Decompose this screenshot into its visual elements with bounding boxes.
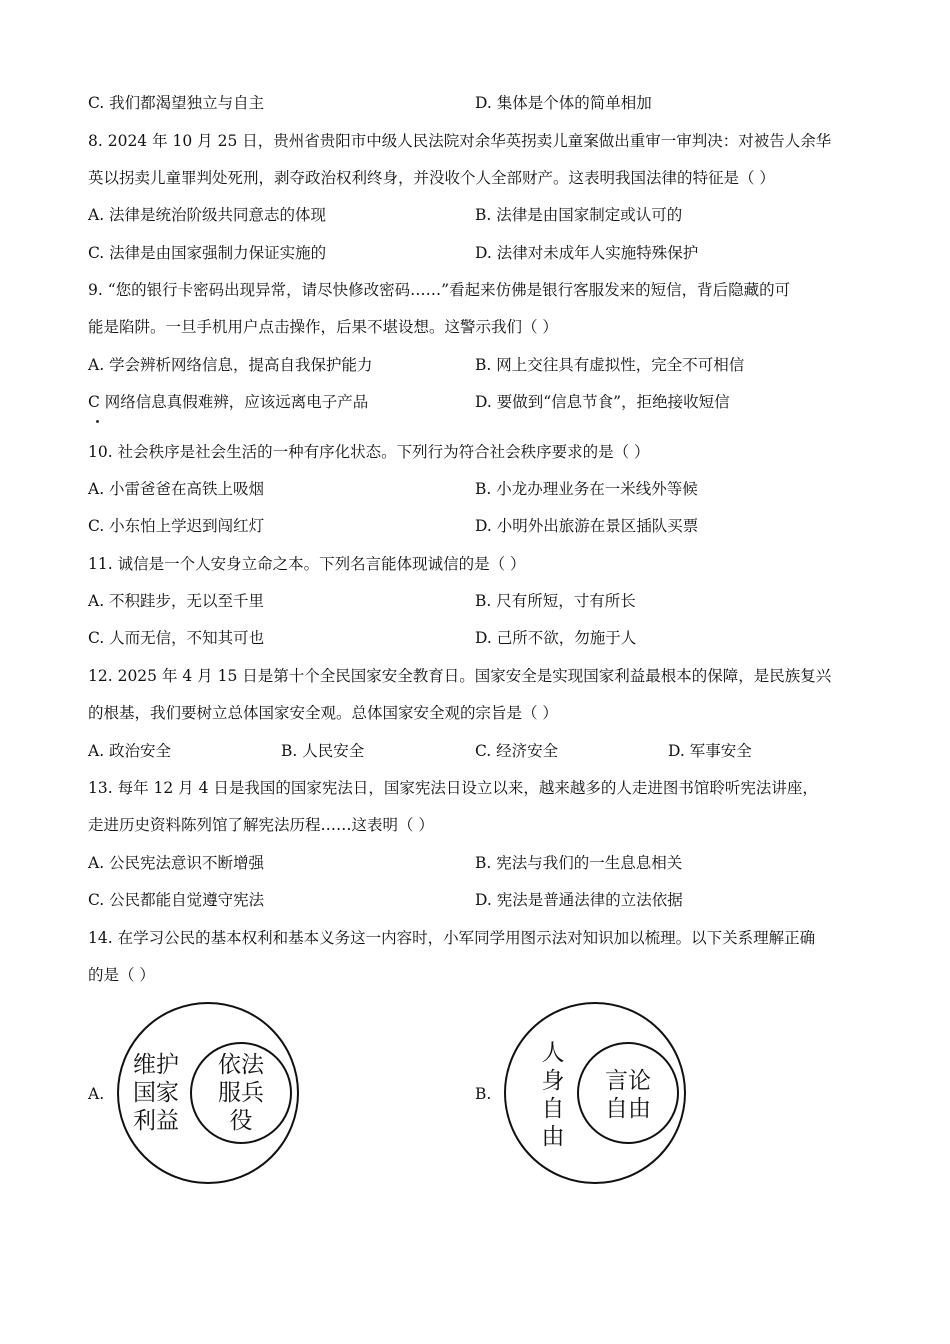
q14-option-a-label: A. (88, 1085, 105, 1103)
q8-option-b: B. 法律是由国家制定或认可的 (475, 206, 683, 224)
q14-option-a-diagram (116, 1000, 306, 1194)
inner-label-line1: 依法 (218, 1052, 264, 1078)
q14-option-b-diagram (503, 1000, 693, 1194)
stray-dot-mark (96, 420, 99, 423)
q10-option-b: B. 小龙办理业务在一米线外等候 (475, 480, 698, 498)
q14-stem-line2: 的是（ ） (88, 966, 155, 984)
q11-option-d: D. 己所不欲，勿施于人 (475, 629, 637, 647)
inner-label-line1: 言论 (605, 1068, 651, 1094)
q10-option-a: A. 小雷爸爸在高铁上吸烟 (88, 480, 265, 498)
outer-circle (505, 1003, 685, 1183)
q13-stem-line2: 走进历史资料陈列馆了解宪法历程……这表明（ ） (88, 816, 434, 834)
outer-label-line3: 利益 (133, 1108, 179, 1134)
q11-option-c: C. 人而无信，不知其可也 (88, 629, 265, 647)
q14-option-b-label: B. (475, 1085, 492, 1103)
outer-label-line2: 国家 (133, 1080, 179, 1106)
inner-label-line3: 役 (229, 1108, 253, 1134)
q12-stem-line1: 12. 2025 年 4 月 15 日是第十个全民国家安全教育日。国家安全是实现国家利益最根本的保障，是民族复兴 (88, 667, 832, 685)
inner-label-line2: 自由 (605, 1096, 651, 1122)
q13-option-c: C. 公民都能自觉遵守宪法 (88, 891, 265, 909)
q11-option-b: B. 尺有所短，寸有所长 (475, 592, 636, 610)
outer-label-line1: 人 (541, 1040, 565, 1066)
inner-label-line2: 服兵 (218, 1080, 264, 1106)
q12-option-c: C. 经济安全 (475, 742, 559, 760)
q12-option-d: D. 军事安全 (668, 742, 752, 760)
q10-option-d: D. 小明外出旅游在景区插队买票 (475, 517, 699, 535)
q12-stem-line2: 的根基，我们要树立总体国家安全观。总体国家安全观的宗旨是（ ） (88, 704, 558, 722)
q9-option-b: B. 网上交往具有虚拟性，完全不可相信 (475, 356, 745, 374)
q9-option-d: D. 要做到“信息节食”，拒绝接收短信 (475, 393, 730, 411)
q7-option-d: D. 集体是个体的简单相加 (475, 94, 652, 112)
q9-stem-line1: 9. “您的银行卡密码出现异常，请尽快修改密码……”看起来仿佛是银行客服发来的短信，背后隐藏的可 (88, 281, 791, 299)
q13-stem-line1: 13. 每年 12 月 4 日是我国的国家宪法日，国家宪法日设立以来，越来越多的人走进图书馆聆听宪法讲座， (88, 779, 818, 797)
q8-stem-line1: 8. 2024 年 10 月 25 日，贵州省贵阳市中级人民法院对余华英拐卖儿童案做出重审一审判决：对被告人余华 (88, 132, 832, 150)
q13-option-d: D. 宪法是普通法律的立法依据 (475, 891, 683, 909)
q9-option-a: A. 学会辨析网络信息，提高自我保护能力 (88, 356, 373, 374)
q7-option-c: C. 我们都渴望独立与自主 (88, 94, 265, 112)
q11-stem: 11. 诚信是一个人安身立命之本。下列名言能体现诚信的是（ ） (88, 555, 526, 573)
q9-stem-line2: 能是陷阱。一旦手机用户点击操作，后果不堪设想。这警示我们（ ） (88, 318, 558, 336)
q9-option-c: C 网络信息真假难辨，应该远离电子产品 (88, 393, 369, 411)
q11-option-a: A. 不积跬步，无以至千里 (88, 592, 265, 610)
q8-option-a: A. 法律是统治阶级共同意志的体现 (88, 206, 327, 224)
q8-stem-line2: 英以拐卖儿童罪判处死刑，剥夺政治权利终身，并没收个人全部财产。这表明我国法律的特征是（ ） (88, 169, 775, 187)
q14-stem-line1: 14. 在学习公民的基本权利和基本义务这一内容时，小军同学用图示法对知识加以梳理。以下关系理解正确 (88, 929, 816, 947)
q12-option-b: B. 人民安全 (281, 742, 365, 760)
q8-option-d: D. 法律对未成年人实施特殊保护 (475, 244, 699, 262)
q13-option-a: A. 公民宪法意识不断增强 (88, 854, 265, 872)
outer-label-line3: 自 (541, 1096, 565, 1122)
q12-option-a: A. 政治安全 (88, 742, 172, 760)
outer-label-line2: 身 (541, 1068, 565, 1094)
q10-stem: 10. 社会秩序是社会生活的一种有序化状态。下列行为符合社会秩序要求的是（ ） (88, 443, 650, 461)
q10-option-c: C. 小东怕上学迟到闯红灯 (88, 517, 265, 535)
q13-option-b: B. 宪法与我们的一生息息相关 (475, 854, 683, 872)
q8-option-c: C. 法律是由国家强制力保证实施的 (88, 244, 327, 262)
outer-label-line1: 维护 (133, 1052, 179, 1078)
outer-label-line4: 由 (541, 1124, 565, 1150)
